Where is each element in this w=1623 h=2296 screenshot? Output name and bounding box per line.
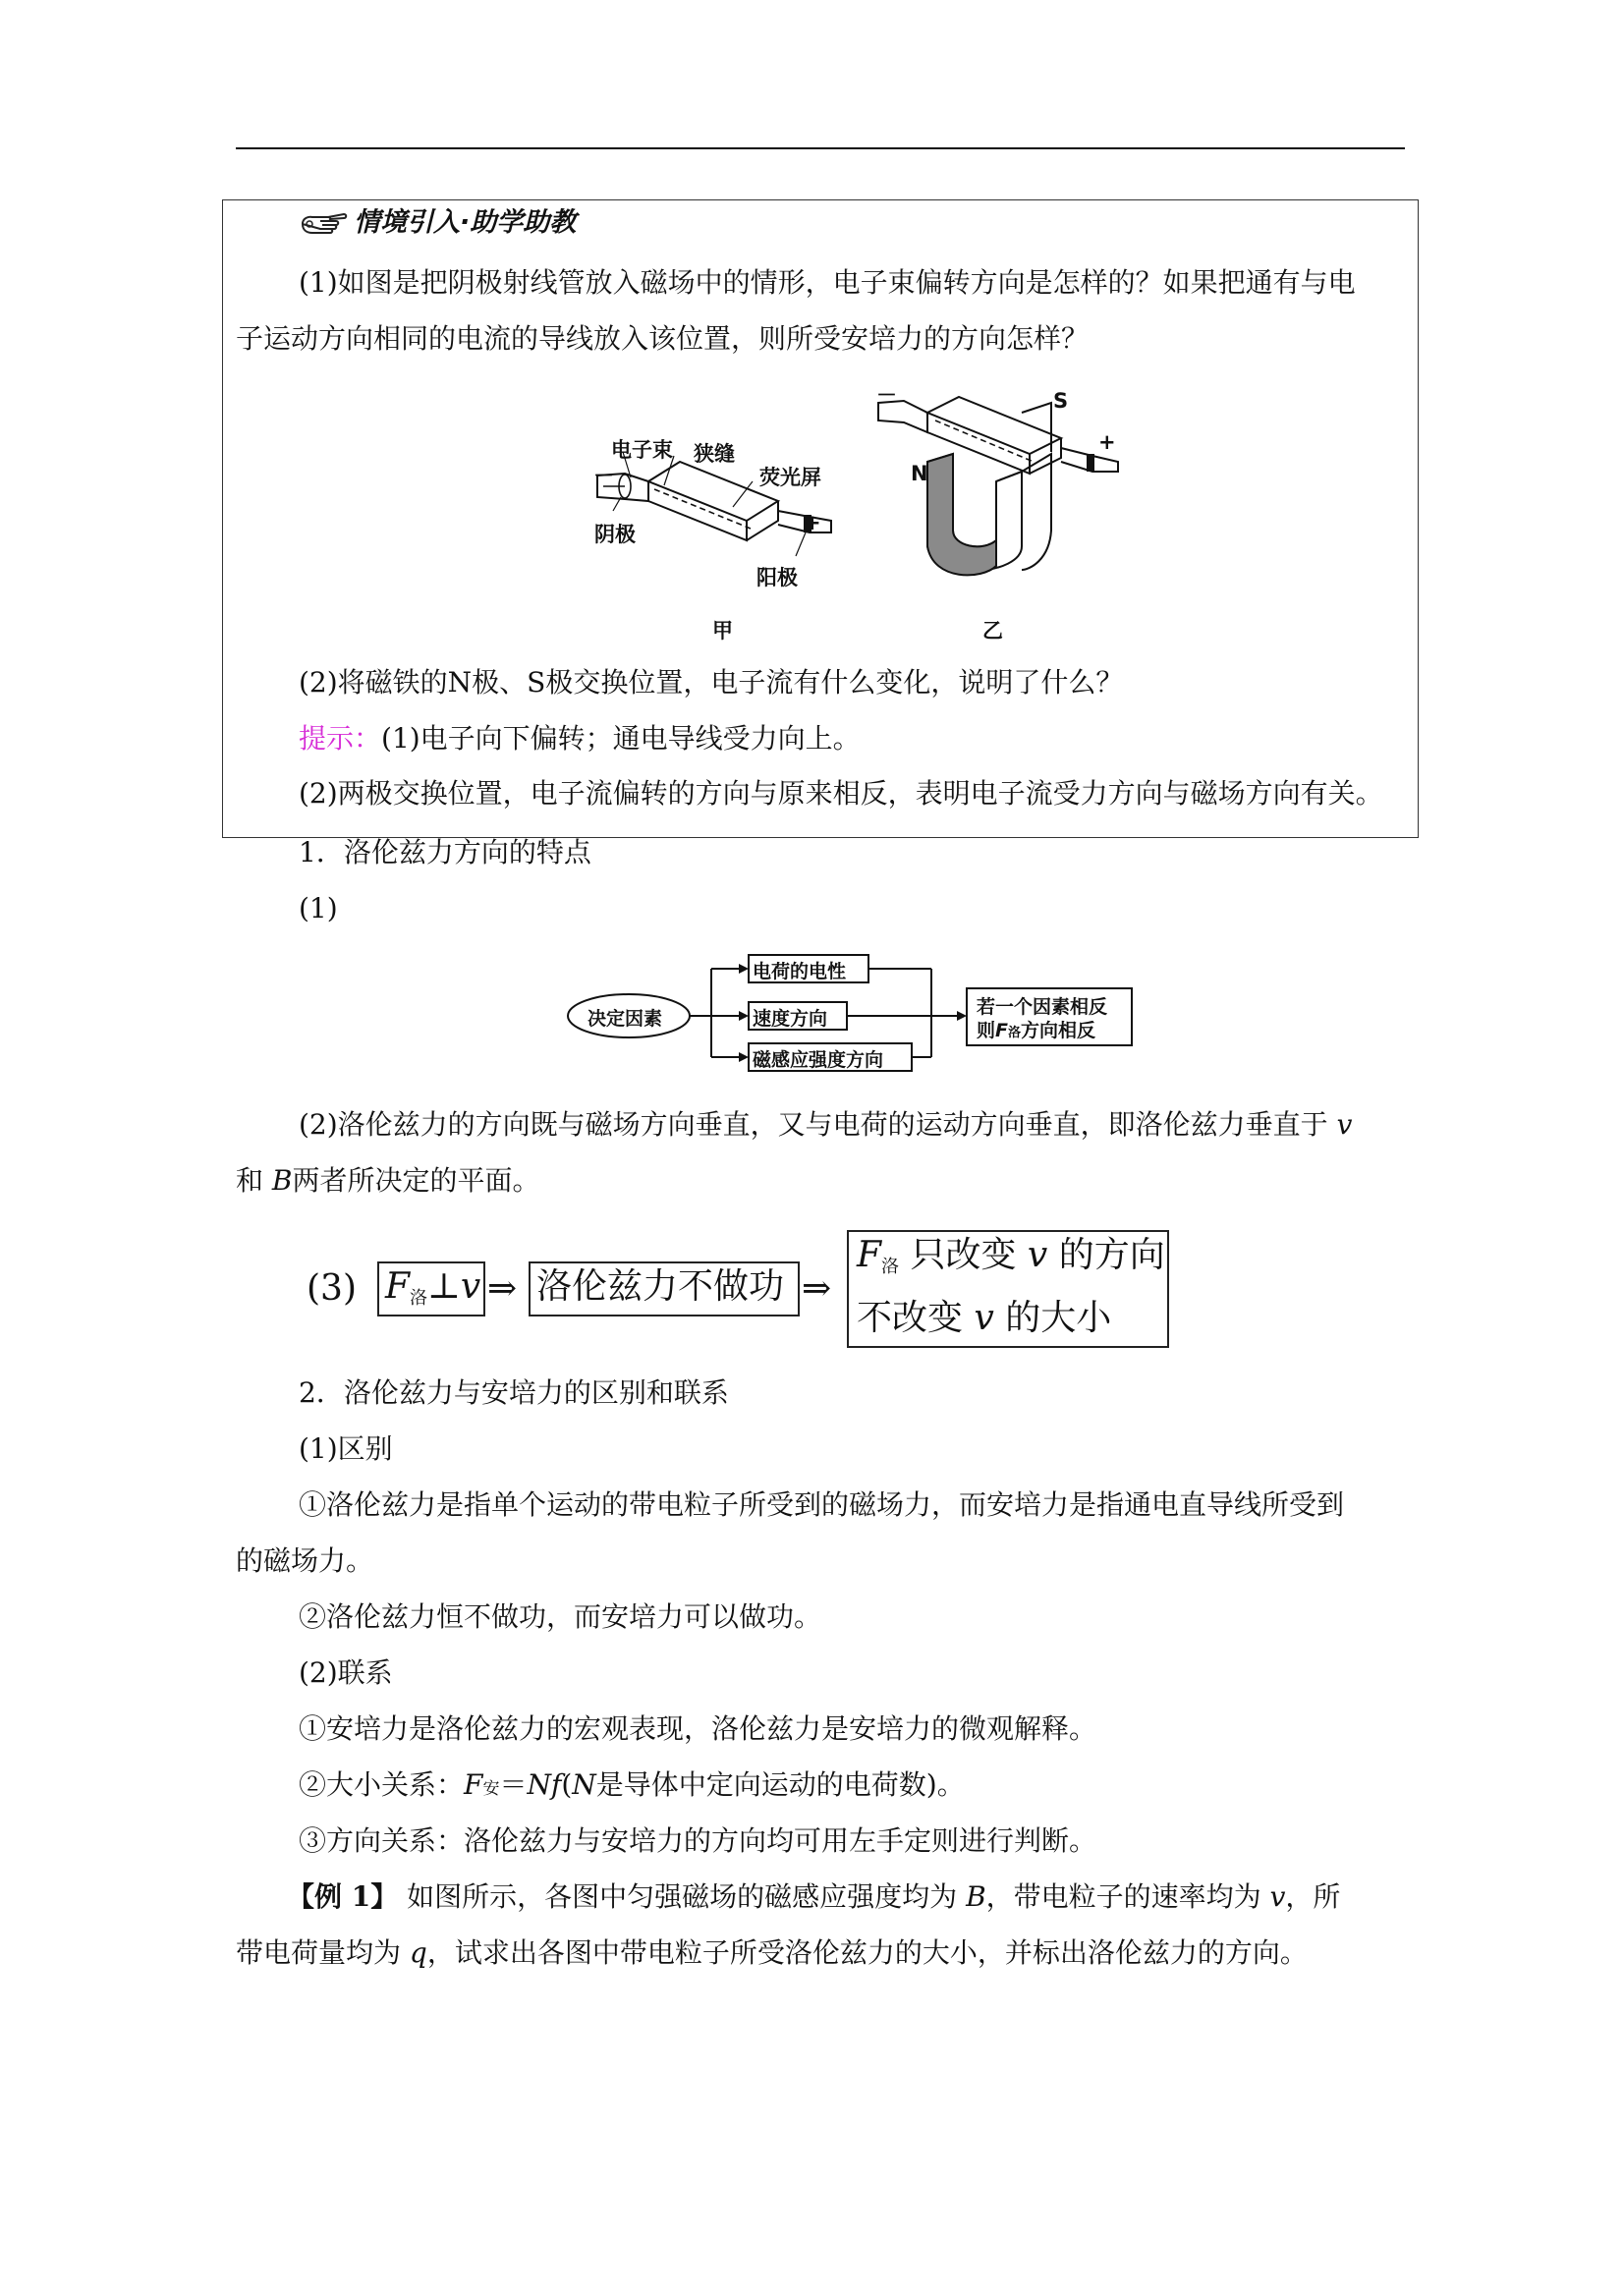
section2-diff1-line2: 的磁场力。 [236, 1544, 374, 1577]
diagram-factor-field: 磁感应强度方向 [753, 1049, 884, 1071]
box3-a: 只改变 [910, 1235, 1017, 1275]
hint-line1 [299, 719, 861, 758]
rel2-n: N [572, 1768, 596, 1801]
box3-sub: 洛 [880, 1257, 899, 1277]
section2-diff-label: (1)区别 [299, 1432, 393, 1465]
arrow-2: ⇒ [802, 1268, 832, 1309]
section1-title: 1．洛伦兹力方向的特点 [299, 836, 591, 868]
context-q2: (2)将磁铁的N极、S极交换位置，电子流有什么变化，说明了什么？ [299, 666, 1124, 699]
ex-l1c: ，带电粒子的速率均为 [985, 1880, 1261, 1913]
box-perp-text [385, 1265, 480, 1320]
section2-rel1: ①安培力是洛伦兹力的宏观表现，洛伦兹力是安培力的微观解释。 [299, 1712, 1097, 1745]
label-cathode: 阴极 [594, 523, 636, 546]
item2-text: (2)洛伦兹力的方向既与磁场方向垂直，又与电荷的运动方向垂直，即洛伦兹力垂直于 [299, 1108, 1328, 1141]
label-electron-beam: 电子束 [611, 438, 673, 462]
context-heading: 情境引入·助学助教 [354, 207, 577, 238]
rel2-prefix: ②大小关系： [299, 1768, 465, 1801]
diagram-result-line2 [977, 1016, 1095, 1042]
box3-l2b: 的大小 [1005, 1298, 1112, 1338]
section1-item2-line2 [236, 1161, 540, 1201]
caption-yi: 乙 [982, 619, 1003, 643]
rel2-f: F [464, 1768, 483, 1801]
hint1-text: (1)电子向下偏转；通电导线受力向上。 [381, 722, 861, 755]
box3-b: 的方向 [1058, 1235, 1165, 1275]
diagram-factor-velocity: 速度方向 [753, 1008, 828, 1030]
item2-b: B [271, 1164, 293, 1197]
diagram-result-line1: 若一个因素相反 [977, 996, 1108, 1018]
box1-f: F [385, 1266, 410, 1307]
box1-sub: 洛 [409, 1288, 427, 1309]
label-slit: 狭缝 [694, 442, 735, 466]
result-sub: 洛 [1008, 1026, 1022, 1040]
context-q1-line2: 子运动方向相同的电流的导线放入该位置，则所受安培力的方向怎样？ [236, 322, 1090, 355]
ex-v: v [1269, 1880, 1286, 1913]
label-plus-left: + [804, 511, 821, 534]
label-pole-s: S [1053, 389, 1069, 413]
example-tag: 【例 1】 [287, 1880, 399, 1913]
item2-v: v [1336, 1108, 1353, 1141]
box1-v: v [460, 1266, 481, 1307]
diagram-root: 决定因素 [588, 1008, 663, 1030]
diagram-factor-charge: 电荷的电性 [753, 961, 847, 982]
result-suffix: 方向相反 [1021, 1020, 1096, 1041]
result-prefix: 则 [977, 1020, 996, 1041]
example-line1 [287, 1877, 1340, 1917]
hint-line2: (2)两极交换位置，电子流偏转的方向与原来相反，表明电子流受力方向与磁场方向有关。 [299, 777, 1383, 810]
box1-perp: ⊥ [426, 1266, 461, 1307]
section2-diff1-line1: ①洛伦兹力是指单个运动的带电粒子所受到的磁场力，而安培力是指通电直导线所受到 [299, 1488, 1345, 1521]
ex-l1a: 如图所示，各图中匀强磁场的磁感应强度均为 [407, 1880, 958, 1913]
box-effect-line1 [857, 1234, 1165, 1289]
box3-v1: v [1027, 1235, 1048, 1275]
rel2-sub: 安 [482, 1779, 500, 1799]
tube-in-magnet-figure [865, 373, 1140, 580]
ex-q: q [409, 1936, 427, 1969]
box3-f: F [857, 1235, 881, 1275]
header-rule [236, 147, 1405, 149]
section2-title: 2．洛伦兹力与安培力的区别和联系 [299, 1376, 729, 1409]
ex-l1d: ，所 [1285, 1880, 1341, 1913]
label-plus-right: + [1098, 430, 1116, 454]
section1-item1-label: (1) [299, 892, 338, 924]
caption-jia: 甲 [712, 619, 733, 643]
item3-label: (3) [307, 1268, 357, 1309]
rel2-nf: Nf [527, 1768, 562, 1801]
item2-rest: 两者所决定的平面。 [292, 1164, 540, 1197]
context-q1-line1: (1)如图是把阴极射线管放入磁场中的情形，电子束偏转方向是怎样的？如果把通有与电 [299, 266, 1356, 299]
result-f: F [995, 1020, 1008, 1041]
label-minus-right: － [876, 383, 897, 407]
rel2-open: ( [561, 1768, 573, 1801]
box-no-work-text: 洛伦兹力不做功 [536, 1266, 785, 1307]
example-line2 [236, 1933, 1308, 1973]
pointing-hand-icon [299, 208, 348, 238]
section1-item2-line1 [299, 1105, 1352, 1145]
section2-rel3: ③方向关系：洛伦兹力与安培力的方向均可用左手定则进行判断。 [299, 1824, 1097, 1857]
box3-v2: v [974, 1298, 994, 1338]
ex-l2b: ，试求出各图中带电粒子所受洛伦兹力的大小，并标出洛伦兹力的方向。 [426, 1936, 1308, 1969]
box-effect-line2 [857, 1297, 1111, 1340]
label-pole-n: N [911, 462, 928, 485]
section2-rel2 [299, 1765, 965, 1809]
arrow-1: ⇒ [487, 1268, 518, 1309]
label-fluorescent-screen: 荧光屏 [759, 466, 821, 489]
section2-diff2: ②洛伦兹力恒不做功，而安培力可以做功。 [299, 1600, 822, 1633]
section2-rel-label: (2)联系 [299, 1656, 393, 1689]
ex-l2a: 带电荷量均为 [236, 1936, 402, 1969]
hint-label: 提示： [299, 722, 382, 755]
rel2-eq: ＝ [499, 1768, 528, 1801]
label-minus-left: － [593, 464, 614, 487]
box3-l2a: 不改变 [857, 1298, 964, 1338]
rel2-rest: 是导体中定向运动的电荷数)。 [595, 1768, 965, 1801]
label-anode: 阳极 [756, 566, 798, 589]
ex-b: B [966, 1880, 986, 1913]
item2-and: 和 [236, 1164, 264, 1197]
